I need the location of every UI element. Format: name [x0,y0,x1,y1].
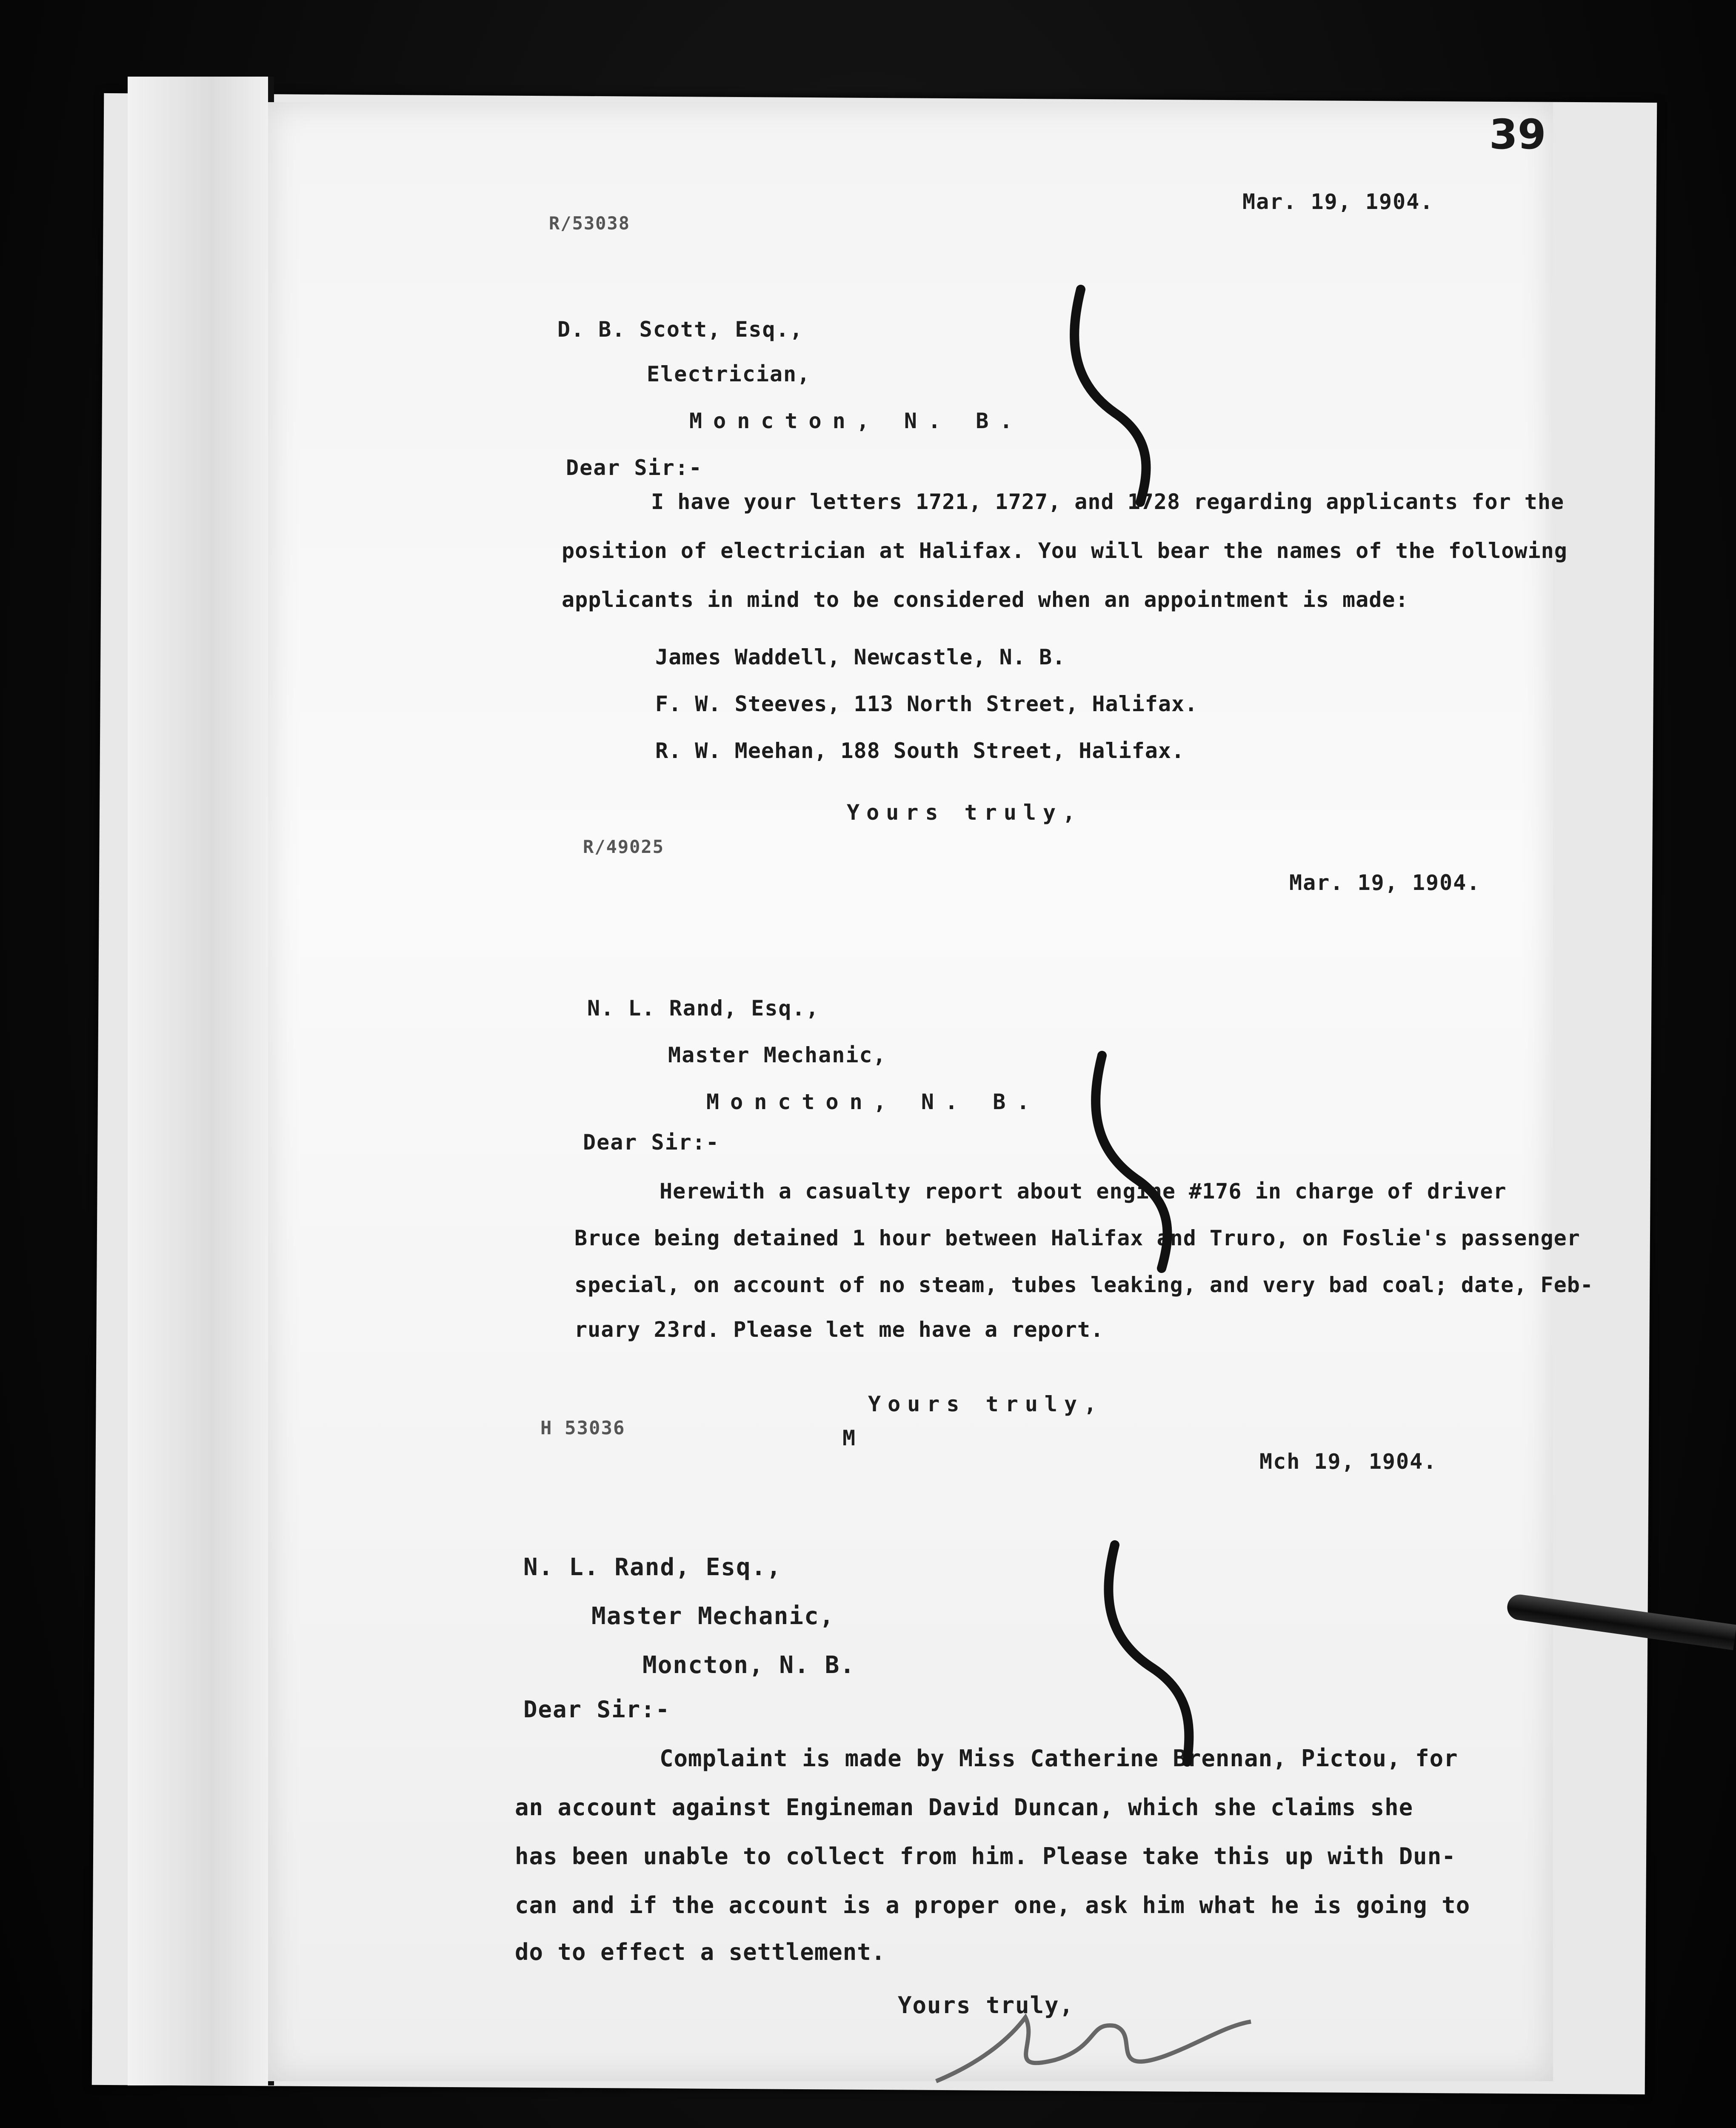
letter-title: Master Mechanic, [591,1602,835,1630]
letter-addressee: N. L. Rand, Esq., [523,1553,782,1581]
letterbook-binding [128,77,274,2085]
brace-flourish [1055,272,1191,511]
letter-salutation: Dear Sir:- [583,1130,720,1155]
letter-ref: R/53038 [549,213,631,234]
letter-place: Moncton, N. B. [706,1090,1041,1114]
body-line: has been unable to collect from him. Please take this up with Dun- [515,1843,1456,1870]
body-line: Bruce being detained 1 hour between Halifax and Truro, on Foslie's passenger [574,1226,1580,1250]
letter-date: Mar. 19, 1904. [1242,189,1434,214]
body-line: Complaint is made by Miss Catherine Brennan, Pictou, for [660,1745,1458,1772]
body-line: do to effect a settlement. [515,1939,886,1965]
letter-addressee: N. L. Rand, Esq., [587,996,819,1021]
letter-ref: R/49025 [583,836,665,857]
letter-salutation: Dear Sir:- [523,1696,671,1723]
letter-mark: M [842,1426,857,1450]
body-line: applicants in mind to be considered when an appointment is made: [562,587,1409,612]
letter-date: Mch 19, 1904. [1259,1449,1437,1474]
brace-flourish [1089,1532,1234,1770]
list-item: James Waddell, Newcastle, N. B. [655,645,1066,669]
letter-place: Moncton, N. B. [642,1651,856,1679]
letter-closing: Yours truly, [847,800,1082,825]
body-line: Herewith a casualty report about engine #176 in charge of driver [660,1179,1507,1204]
letter-closing: Yours truly, [898,1992,1074,2019]
body-line: ruary 23rd. Please let me have a report. [574,1317,1104,1342]
letter-addressee: D. B. Scott, Esq., [557,317,803,342]
list-item: R. W. Meehan, 188 South Street, Halifax. [655,738,1185,763]
body-line: I have your letters 1721, 1727, and 1728 regarding applicants for the [651,489,1565,514]
letter-date: Mar. 19, 1904. [1289,870,1481,895]
body-line: position of electrician at Halifax. You will bear the names of the following [562,538,1568,563]
letter-title: Master Mechanic, [668,1043,887,1067]
letter-ref: H 53036 [540,1417,625,1439]
list-item: F. W. Steeves, 113 North Street, Halifax. [655,692,1198,716]
brace-flourish [1076,1038,1213,1277]
letter-title: Electrician, [647,362,811,386]
page-number: 39 [1489,111,1546,158]
letter-salutation: Dear Sir:- [566,455,703,480]
body-line: special, on account of no steam, tubes leaking, and very bad coal; date, Feb- [574,1273,1593,1297]
body-line: an account against Engineman David Duncan, which she claims she [515,1794,1413,1821]
letter-closing: Yours truly, [868,1392,1104,1416]
signature-scribble [928,2009,1259,2094]
letter-place: Moncton, N. B. [689,409,1024,433]
body-line: can and if the account is a proper one, ask him what he is going to [515,1892,1470,1919]
